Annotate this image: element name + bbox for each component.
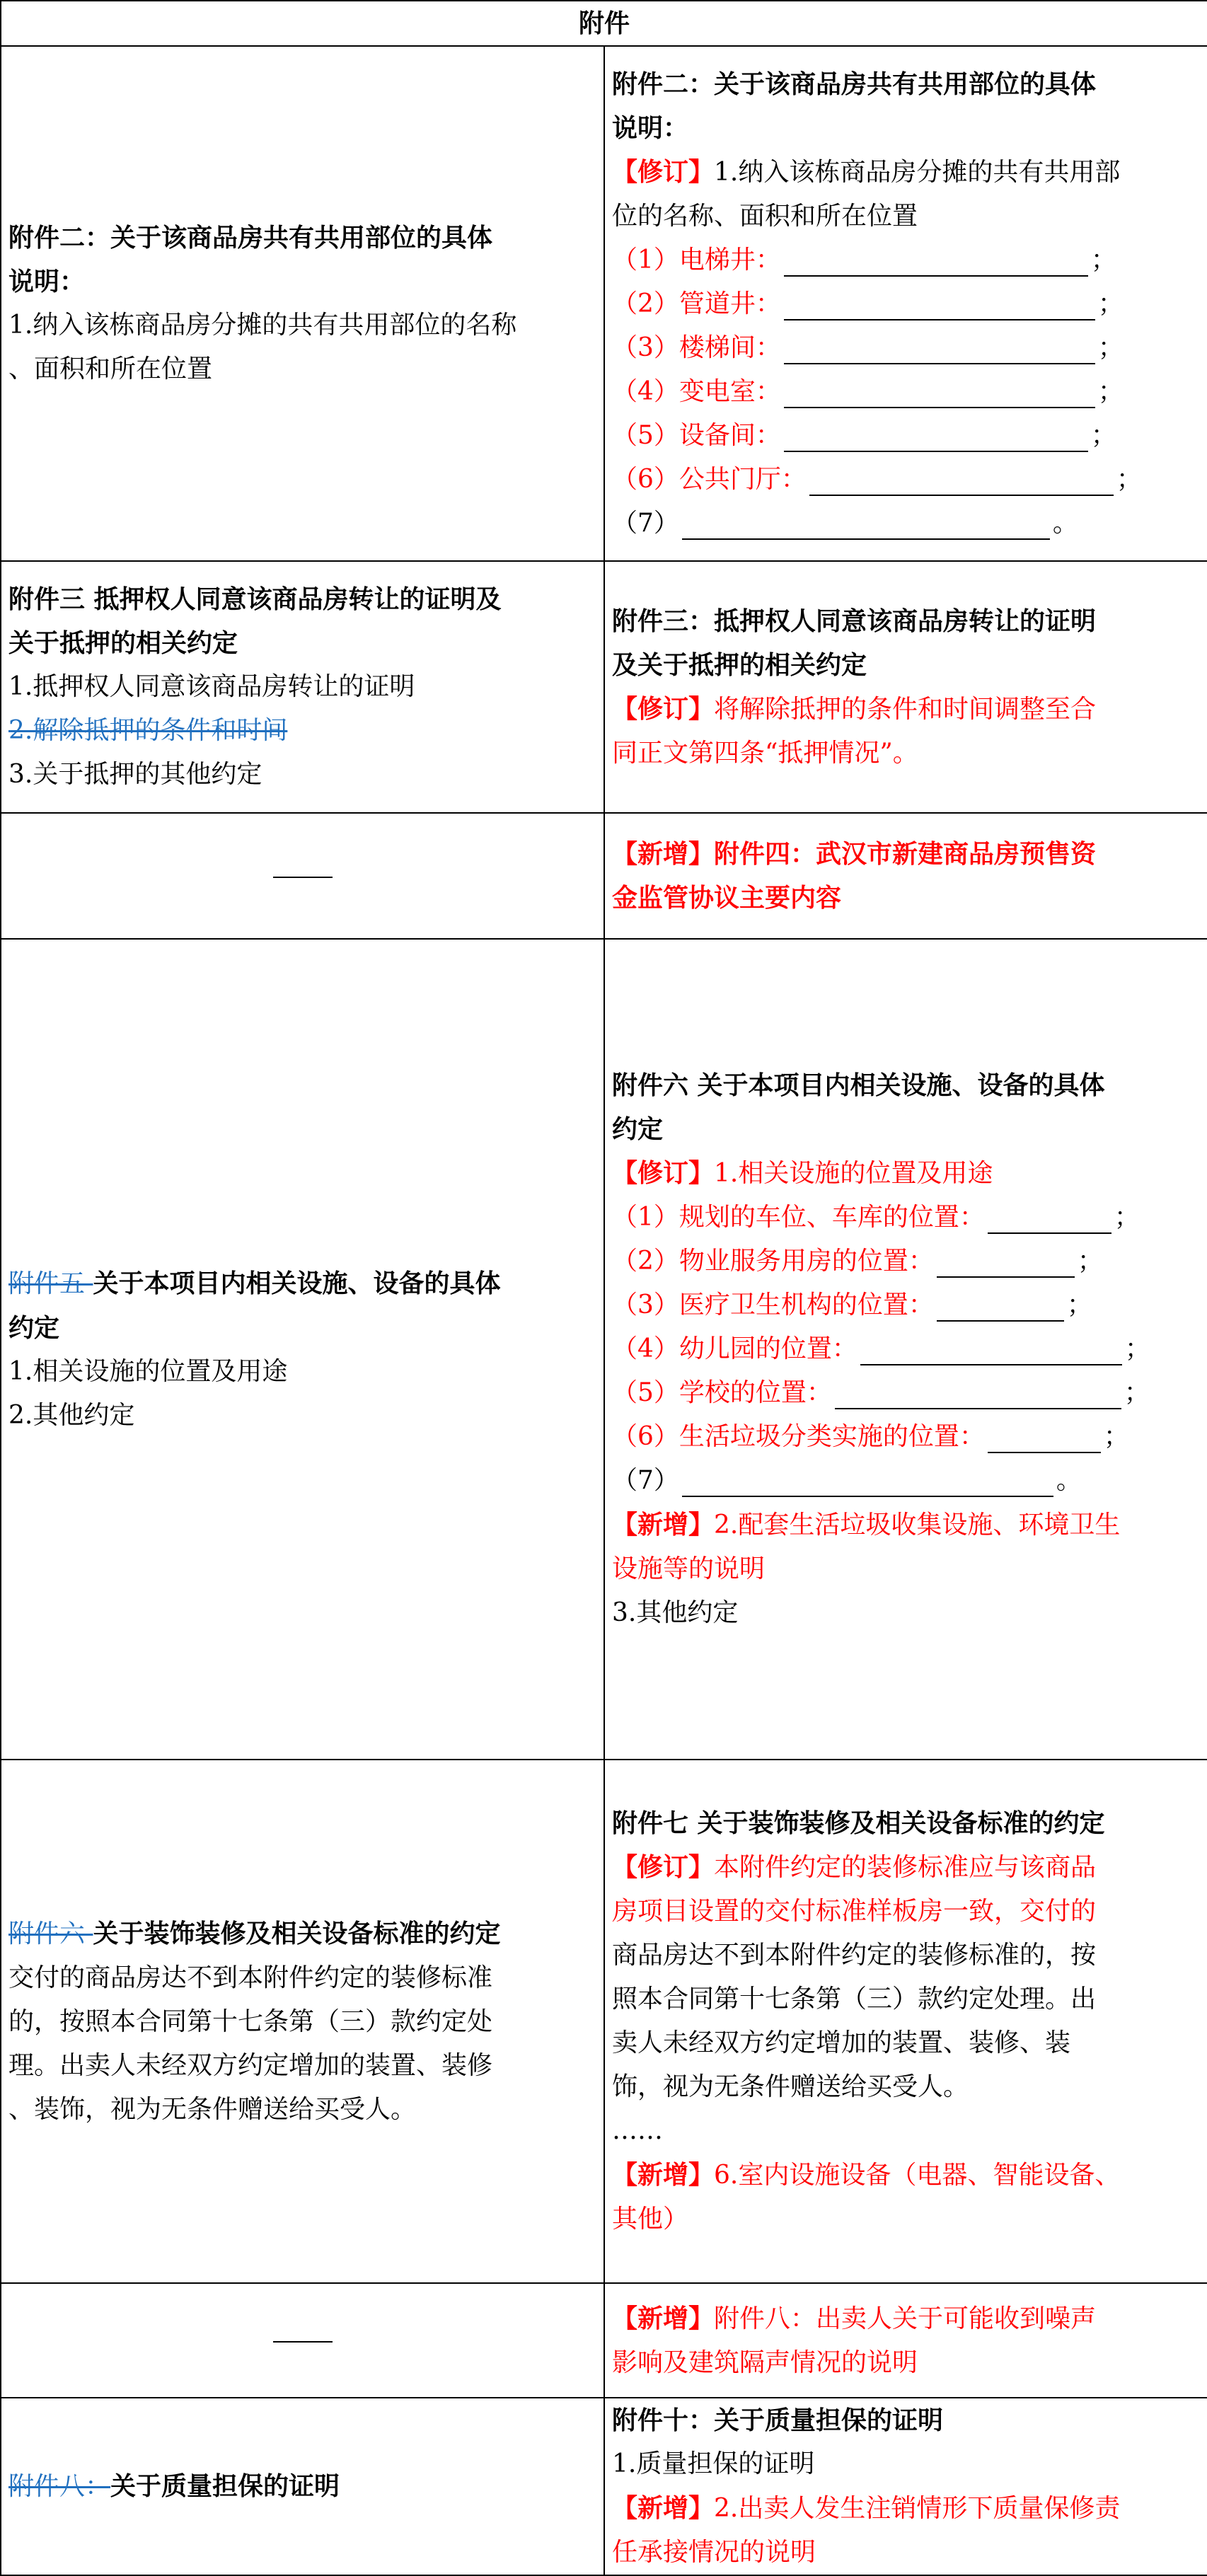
list-item-label: （4）变电室： [612,376,781,406]
fill-blank [784,422,1088,452]
fill-blank [937,1248,1075,1278]
new-clause-cell: 附件二：关于该商品房共有共用部位的具体 说明： 【修订】1.纳入该栋商品房分摊的共有共用部 位的名称、面积和所在位置 （1）电梯井： ； （2）管道井： ； （3）楼梯间： ； （4）变电室： ； （5）设备间： ； （6）公共门厅： ； （7） 。 [604,46,1207,561]
addition-text: 2.配套生活垃圾收集设施、环境卫生 [714,1511,1121,1540]
old-title-cont: 关于抵押的相关约定 [8,628,238,658]
fill-blank [784,247,1088,277]
list-item-label: （6）公共门厅： [612,464,807,494]
addition-tag: 【新增】 [612,839,715,869]
list-item-label: （7） [612,508,679,538]
addition-text-cont: 其他） [612,2205,689,2234]
old-title: 关于本项目内相关设施、设备的具体 [93,1268,501,1298]
new-title: 附件二：关于该商品房共有共用部位的具体 [612,69,1097,99]
list-item-label: （2）物业服务用房的位置： [612,1247,934,1276]
fill-blank [860,1336,1122,1365]
fill-blank [682,510,1050,540]
new-title-cont: 说明： [612,112,689,143]
fill-blank [937,1292,1064,1322]
table-row [1,813,1207,939]
addition-text: 6.室内设施设备（电器、智能设备、 [714,2161,1121,2190]
revision-text: 1.纳入该栋商品房分摊的共有共用部 [714,157,1121,187]
addition-text-cont: 影响及建筑隔声情况的说明 [612,2347,918,2377]
empty-old-cell [1,2283,604,2398]
new-item: 1.质量担保的证明 [612,2449,815,2478]
table-row [1,1760,1207,2283]
table-header: 附件 [1,1,1207,46]
table-row [1,2283,1207,2398]
new-clause-cell [604,1760,1207,2283]
new-item: 3.其他约定 [612,1598,739,1627]
new-title-cont: 约定 [612,1114,664,1144]
dash-placeholder [273,877,333,878]
old-title: 关于装饰装修及相关设备标准的约定 [93,1918,501,1948]
fill-blank [809,466,1114,496]
addition-tag: 【新增】 [612,2160,715,2190]
old-text-line: 理。出卖人未经双方约定增加的装置、装修 [8,2050,493,2080]
old-title: 附件二：关于该商品房共有共用部位的具体 [8,223,493,253]
list-item-label: （5）设备间： [612,420,781,450]
addition-tag: 【新增】 [612,2303,715,2333]
revision-tag: 【修订】 [612,156,715,187]
revision-text-cont: 同正文第四条“抵押情况”。 [612,738,918,768]
new-title: 附件七 关于装饰装修及相关设备标准的约定 [612,1808,1105,1838]
old-title-cont: 约定 [8,1312,60,1343]
fill-blank [682,1467,1053,1497]
new-clause-cell [604,813,1207,939]
list-item-label: （5）学校的位置： [612,1378,832,1407]
old-title: 关于质量担保的证明 [110,2471,340,2501]
old-clause-cell [1,939,604,1760]
new-clause-cell [604,561,1207,813]
revision-tag: 【修订】 [612,1158,715,1188]
empty-old-cell [1,813,604,939]
addition-text-cont: 金监管协议主要内容 [612,883,842,913]
old-title: 附件三 抵押权人同意该商品房转让的证明及 [8,584,502,614]
header-row [1,1,1207,46]
list-item-label: （6）生活垃圾分类实施的位置： [612,1422,985,1451]
fill-blank [784,291,1095,320]
revision-text: 本附件约定的装修标准应与该商品 [714,1853,1097,1882]
old-text-line: 交付的商品房达不到本附件约定的装修标准 [8,1963,493,1992]
revision-text-cont: 房项目设置的交付标准样板房一致，交付的 [612,1897,1097,1926]
addition-text: 附件四：武汉市新建商品房预售资 [714,839,1097,869]
list-item-label: （3）医疗卫生机构的位置： [612,1290,934,1319]
addition-text: 2.出卖人发生注销情形下质量保修责 [714,2494,1121,2523]
revision-tag: 【修订】 [612,693,715,724]
new-clause-cell [604,2398,1207,2575]
new-title: 附件六 关于本项目内相关设施、设备的具体 [612,1070,1105,1100]
fill-blank [784,379,1095,408]
new-text-line: 照本合同第十七条第（三）款约定处理。出 [612,1985,1097,2014]
new-text-line: 饰，视为无条件赠送给买受人。 [612,2072,969,2101]
list-item-label: （3）楼梯间： [612,333,781,362]
old-clause-cell [1,1760,604,2283]
old-clause-cell [1,2398,604,2575]
dash-placeholder [273,2341,333,2343]
old-item-cont: 、面积和所在位置 [8,354,213,383]
deleted-item: 2.解除抵押的条件和时间 [8,716,288,745]
old-item: 1.纳入该栋商品房分摊的共有共用部位的名称 [8,311,517,340]
old-text-line: 的，按照本合同第十七条第（三）款约定处 [8,2006,493,2036]
old-clause-cell [1,561,604,813]
new-text-line: 卖人未经双方约定增加的装置、装修、装 [612,2028,1071,2057]
revision-tag: 【修订】 [612,1852,715,1882]
new-clause-cell: 附件六 关于本项目内相关设施、设备的具体 约定 【修订】1.相关设施的位置及用途 （1）规划的车位、车库的位置： ； （2）物业服务用房的位置： ； （3）医疗卫生机构的位置： ； （4）幼儿园的位置： ； （5）学校的位置： ； （6）生活垃圾分类实施的位置： ； （7） 。 【新增】2.配套生活垃圾收集设施、环境卫生 设施等的说明 3.其他约定 [604,939,1207,1760]
list-item-label: （1）电梯井： [612,245,781,275]
list-item-label: （2）管道井： [612,289,781,318]
fill-blank [988,1423,1101,1453]
table-row [1,46,1207,561]
list-item-label: （7） [612,1466,679,1495]
old-item: 2.其他约定 [8,1400,135,1430]
revision-text: 1.相关设施的位置及用途 [714,1159,993,1188]
old-clause-cell [1,46,604,561]
table-row [1,2398,1207,2575]
fill-blank [835,1380,1121,1409]
new-text-line: 商品房达不到本附件约定的装修标准的，按 [612,1941,1097,1970]
addition-tag: 【新增】 [612,1510,715,1540]
revision-text-cont: 位的名称、面积和所在位置 [612,201,918,231]
ellipsis: …… [612,2116,663,2145]
list-item-label: （4）幼儿园的位置： [612,1334,857,1363]
table-row [1,561,1207,813]
fill-blank [988,1204,1111,1234]
revision-text: 将解除抵押的条件和时间调整至合 [714,694,1097,724]
old-item: 3.关于抵押的其他约定 [8,760,262,789]
new-clause-cell [604,2283,1207,2398]
addition-text-cont: 设施等的说明 [612,1554,766,1583]
fill-blank [784,335,1095,364]
list-item-label: （1）规划的车位、车库的位置： [612,1203,985,1232]
old-item: 1.相关设施的位置及用途 [8,1356,288,1386]
addition-tag: 【新增】 [612,2493,715,2523]
addition-text: 附件八：出卖人关于可能收到噪声 [714,2304,1097,2333]
addition-text-cont: 任承接情况的说明 [612,2538,816,2567]
old-text-line: 、装饰，视为无条件赠送给买受人。 [8,2094,417,2124]
new-title: 附件三：抵押权人同意该商品房转让的证明 [612,606,1097,636]
new-title: 附件十：关于质量担保的证明 [612,2405,944,2435]
deleted-annex-number: 附件六 [8,1919,93,1948]
deleted-annex-number: 附件五 [8,1269,93,1298]
old-title-cont: 说明： [8,267,86,296]
new-title-cont: 及关于抵押的相关约定 [612,649,867,680]
old-item: 1.抵押权人同意该商品房转让的证明 [8,672,415,701]
table-row [1,939,1207,1760]
deleted-annex-number: 附件八： [8,2472,111,2501]
